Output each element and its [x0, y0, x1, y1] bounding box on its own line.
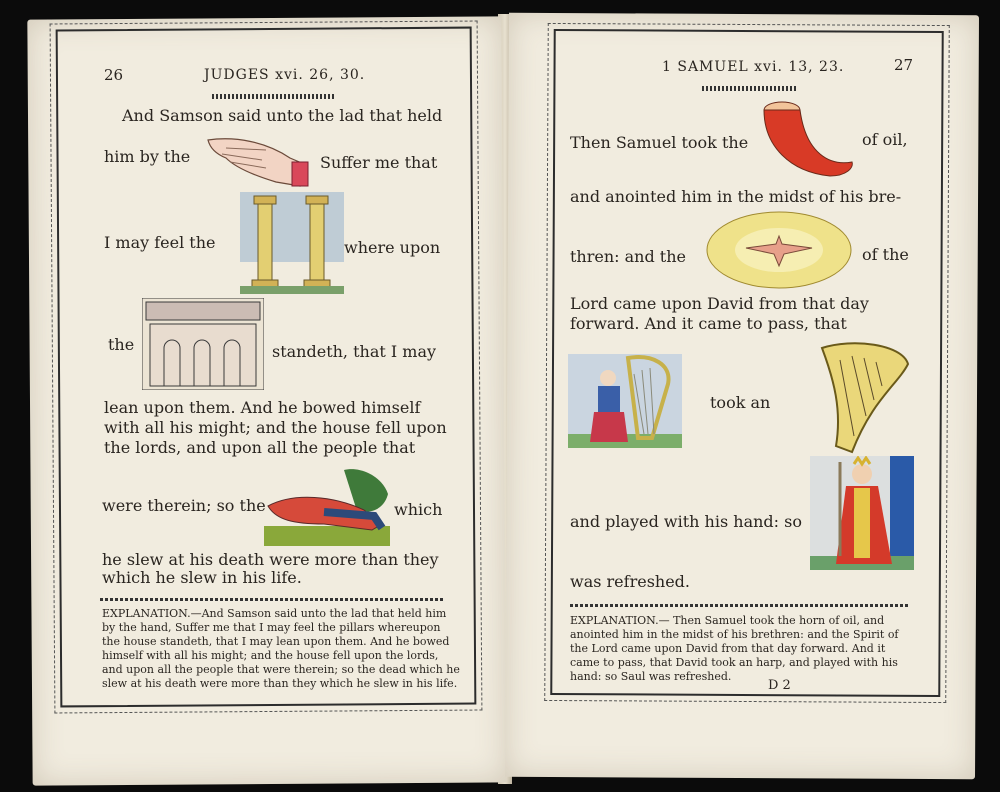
text-line: where upon	[344, 238, 441, 257]
text-line: were therein; so the	[102, 496, 266, 515]
text-line: which	[394, 500, 443, 519]
text-line: the lords, and upon all the people that	[104, 438, 416, 457]
text-line: which he slew in his life.	[102, 568, 302, 587]
running-head: JUDGES xvi. 26, 30.	[204, 67, 366, 83]
explanation-line: himself with all his might; and the house fell upon the lords,	[102, 649, 439, 662]
page-number: 27	[894, 56, 914, 74]
ornament-rule	[212, 94, 336, 99]
explanation-line: by the hand, Suffer me that I may feel the pillars whereupon	[102, 621, 441, 634]
text-line: thren: and the	[570, 247, 687, 266]
page-number: 26	[104, 66, 124, 84]
explanation-line: anointed him in the midst of his brethren: and the Spirit of	[570, 628, 899, 641]
signature-mark: D 2	[768, 678, 791, 693]
text-line: standeth, that I may	[272, 342, 437, 361]
horn-picture	[760, 96, 856, 180]
text-line: I may feel the	[104, 233, 216, 252]
running-head: 1 SAMUEL xvi. 13, 23.	[662, 59, 845, 75]
text-line: of oil,	[862, 130, 908, 149]
explanation-line: EXPLANATION.— Then Samuel took the horn of oil, and	[570, 614, 885, 627]
harp-picture	[812, 340, 912, 454]
explanation-rule	[570, 604, 910, 607]
text-line: Then Samuel took the	[570, 133, 749, 152]
explanation-line: the Lord came upon David from that day forward. And it	[570, 642, 886, 655]
pillars-picture	[240, 192, 344, 296]
text-line: he slew at his death were more than they	[102, 550, 439, 569]
text-line: with all his might; and the house fell upon	[104, 418, 447, 437]
explanation-line: the house standeth, that I may lean upon them. And he bowed	[102, 635, 450, 648]
text-line: and played with his hand: so	[570, 512, 802, 531]
explanation-line: slew at his death were more than they which he slew in his life.	[102, 677, 458, 690]
explanation-line: came to pass, that David took an harp, and played with his	[570, 656, 898, 669]
text-line: took an	[710, 393, 771, 412]
text-line: Lord came upon David from that day	[570, 294, 869, 313]
text-line: the	[108, 335, 135, 354]
dead-man-picture	[264, 466, 390, 548]
text-line: lean upon them. And he bowed himself	[104, 398, 421, 417]
text-line: was refreshed.	[570, 572, 690, 591]
text-line: And Samson said unto the lad that held	[122, 106, 443, 125]
text-line: forward. And it came to pass, that	[570, 314, 847, 333]
david-harp-picture	[568, 354, 682, 448]
saul-picture	[810, 456, 914, 570]
explanation-line: and upon all the people that were therein; so the dead which he	[102, 663, 460, 676]
explanation-rule	[100, 598, 444, 601]
hand-picture	[206, 128, 310, 192]
ornament-rule	[702, 86, 796, 91]
explanation-line: hand: so Saul was refreshed.	[570, 670, 732, 683]
explanation-line: EXPLANATION.—And Samson said unto the lad that held him	[102, 607, 447, 620]
dove-picture	[706, 210, 852, 290]
text-line: Suffer me that	[320, 153, 438, 172]
text-line: of the	[862, 245, 909, 264]
text-line: and anointed him in the midst of his bre-	[570, 187, 902, 206]
text-line: him by the	[104, 147, 191, 166]
house-picture	[142, 298, 264, 390]
